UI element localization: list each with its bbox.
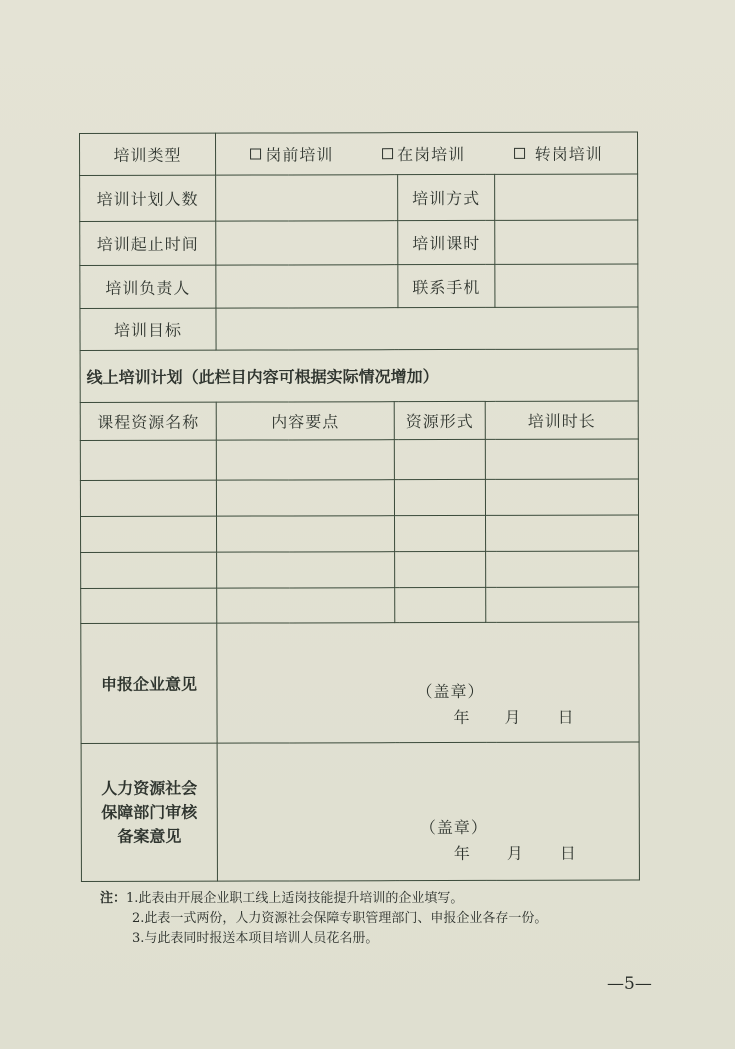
option-on-job[interactable] [382, 142, 465, 165]
planned-count-label: 培训计划人数 [80, 175, 216, 221]
seal-text: （盖章） [416, 681, 485, 702]
option-label: 转岗培训 [534, 144, 603, 164]
cell-resource-format[interactable] [395, 587, 486, 622]
cell-training-duration[interactable] [486, 551, 639, 587]
training-type-label: 培训类型 [80, 133, 216, 175]
hr-opinion-label [81, 743, 217, 881]
table-row [81, 587, 639, 623]
training-method-label: 培训方式 [398, 174, 495, 220]
cell-resource-format[interactable] [395, 515, 486, 551]
day-label: 日 [557, 707, 575, 727]
note-item [100, 909, 547, 929]
month-label: 月 [504, 707, 522, 727]
checkbox-icon[interactable] [250, 149, 261, 160]
hr-label-line: 人力资源社会 [101, 778, 198, 798]
column-header-course-name: 课程资源名称 [80, 402, 216, 440]
training-goal-field[interactable] [216, 307, 638, 350]
row-training-period [80, 220, 638, 265]
row-training-leader [80, 264, 638, 308]
day-label: 日 [559, 843, 577, 863]
hr-label-line: 保障部门审核 [101, 802, 198, 822]
cell-resource-format[interactable] [394, 479, 485, 515]
hr-label-line: 备案意见 [117, 826, 182, 846]
cell-training-duration[interactable] [485, 479, 638, 515]
row-planned-count [80, 174, 638, 221]
cell-training-duration[interactable] [485, 439, 638, 479]
year-label: 年 [453, 707, 471, 728]
option-job-transfer[interactable] [514, 142, 603, 165]
planned-count-field[interactable] [216, 175, 398, 221]
training-type-options [216, 132, 638, 175]
table-row [80, 479, 638, 516]
note-item [100, 929, 547, 949]
note-text: 2.此表一式两份，人力资源社会保障专职管理部门、申报企业各存一份。 [132, 911, 548, 926]
row-training-goal [80, 307, 638, 350]
option-pre-job[interactable] [250, 142, 333, 165]
checkbox-icon[interactable] [514, 148, 525, 159]
option-label: 在岗培训 [397, 144, 466, 165]
cell-resource-format[interactable] [395, 551, 486, 587]
training-method-field[interactable] [495, 174, 638, 220]
training-period-label: 培训起止时间 [80, 221, 216, 265]
date-line [454, 841, 577, 864]
online-plan-header-row [80, 401, 638, 440]
column-header-resource-format: 资源形式 [394, 401, 485, 439]
notes-section [100, 889, 547, 949]
enterprise-opinion-field[interactable] [217, 622, 639, 743]
training-leader-field[interactable] [216, 265, 398, 308]
page-number: —5— [607, 974, 652, 994]
training-period-field[interactable] [216, 221, 398, 265]
row-training-type [80, 132, 638, 175]
date-line [453, 705, 574, 728]
column-header-training-duration: 培训时长 [485, 401, 638, 439]
training-plan-form [79, 132, 640, 882]
cell-training-duration[interactable] [486, 587, 639, 622]
checkbox-icon[interactable] [382, 148, 393, 159]
cell-training-duration[interactable] [486, 515, 639, 551]
cell-content-points[interactable] [217, 552, 395, 588]
online-plan-title: 线上培训计划（此栏目内容可根据实际情况增加） [80, 349, 638, 402]
column-header-content-points: 内容要点 [216, 402, 394, 440]
contact-phone-label: 联系手机 [398, 264, 495, 307]
cell-content-points[interactable] [216, 440, 394, 480]
table-row [81, 551, 639, 588]
row-online-plan-title [80, 349, 638, 402]
note-text: 1.此表由开展企业职工线上适岗技能提升培训的企业填写。 [126, 891, 464, 906]
table-row [80, 439, 638, 480]
table-row [81, 515, 639, 552]
cell-course-name[interactable] [81, 516, 217, 552]
cell-course-name[interactable] [81, 588, 217, 623]
row-hr-opinion [81, 742, 639, 881]
note-item [100, 889, 547, 909]
cell-content-points[interactable] [217, 588, 395, 623]
contact-phone-field[interactable] [495, 264, 638, 307]
cell-content-points[interactable] [217, 516, 395, 552]
option-label: 岗前培训 [265, 145, 334, 165]
row-enterprise-opinion [81, 622, 639, 743]
cell-content-points[interactable] [216, 480, 394, 516]
training-leader-label: 培训负责人 [80, 265, 216, 308]
hr-opinion-field[interactable] [217, 742, 639, 881]
note-text: 3.与此表同时报送本项目培训人员花名册。 [132, 931, 379, 946]
seal-text: （盖章） [419, 817, 488, 838]
cell-course-name[interactable] [80, 480, 216, 516]
training-goal-label: 培训目标 [80, 308, 216, 350]
training-hours-field[interactable] [495, 220, 638, 264]
cell-course-name[interactable] [81, 552, 217, 588]
cell-course-name[interactable] [80, 440, 216, 480]
enterprise-opinion-label: 申报企业意见 [81, 623, 217, 743]
training-hours-label: 培训课时 [398, 220, 495, 264]
cell-resource-format[interactable] [394, 439, 485, 479]
year-label: 年 [453, 843, 471, 864]
month-label: 月 [506, 843, 524, 863]
notes-prefix: 注： [100, 891, 127, 906]
